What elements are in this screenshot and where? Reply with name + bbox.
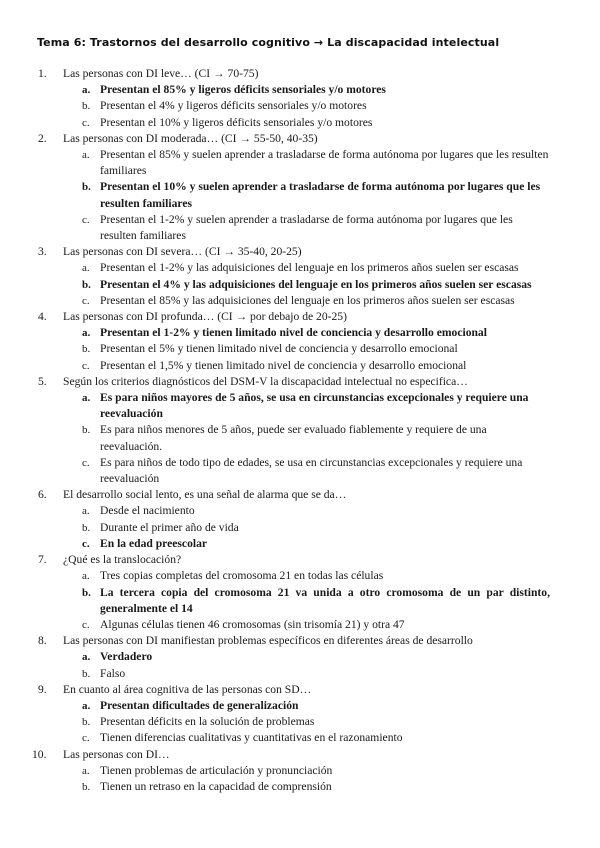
- option-text: Falso: [100, 666, 126, 680]
- answer-option: [0, 503, 600, 519]
- option-letter: a.: [82, 570, 90, 583]
- option-text: Tienen un retraso en la capacidad de comprensión: [100, 779, 332, 793]
- option-letter: a.: [82, 84, 91, 97]
- question-item: [0, 244, 600, 260]
- option-letter: c.: [82, 456, 90, 469]
- option-letter: c.: [82, 116, 90, 129]
- option-text: Verdadero: [100, 650, 153, 664]
- option-text: Algunas células tienen 46 cromosomas (sin trisomía 21) y otra 47: [100, 617, 405, 631]
- question-item: [0, 747, 600, 763]
- answer-option-correct: [0, 536, 600, 552]
- answer-option-correct: [0, 390, 600, 422]
- option-letter: b.: [82, 181, 91, 194]
- question-text: Las personas con DI moderada… (CI → 55-50, 40-35): [63, 131, 318, 145]
- answer-option: [0, 714, 600, 730]
- answer-option: [0, 779, 600, 795]
- option-letter: b.: [82, 343, 91, 356]
- answer-option-correct: [0, 649, 600, 665]
- answer-option: [0, 358, 600, 374]
- question-text: ¿Qué es la translocación?: [63, 553, 182, 567]
- option-text: Presentan el 10% y ligeros déficits sensoriales y/o motores: [100, 115, 373, 129]
- option-letter: c.: [82, 294, 90, 307]
- question-number: 4.: [38, 310, 47, 324]
- option-text: Presentan el 85% y suelen aprender a trasladarse de forma autónoma por lugares que les resulten familiares: [100, 148, 549, 178]
- option-letter: b.: [82, 278, 91, 291]
- option-letter: c.: [82, 732, 90, 745]
- answer-option-correct: [0, 325, 600, 341]
- option-text: Durante el primer año de vida: [100, 520, 239, 534]
- option-letter: a.: [82, 392, 91, 405]
- question-text: Las personas con DI profunda… (CI → por debajo de 20-25): [63, 310, 347, 324]
- option-text: Presentan el 4% y ligeros déficits sensoriales y/o motores: [100, 99, 367, 113]
- question-text: Según los criterios diagnósticos del DSM-V la discapacidad intelectual no especifica…: [63, 374, 468, 388]
- answer-option: [0, 730, 600, 746]
- question-number: 5.: [38, 374, 47, 388]
- answer-option: [0, 293, 600, 309]
- answer-option: [0, 212, 600, 244]
- answer-option: [0, 520, 600, 536]
- answer-option: [0, 147, 600, 179]
- option-letter: a.: [82, 149, 90, 162]
- option-text: Es para niños menores de 5 años, puede ser evaluado fiablemente y requiere de una reevaluación.: [100, 423, 487, 453]
- answer-option: [0, 763, 600, 779]
- question-text: El desarrollo social lento, es una señal de alarma que se da…: [63, 488, 347, 502]
- question-number: 1.: [38, 67, 47, 80]
- option-text: Desde el nacimiento: [100, 504, 195, 518]
- option-text: Presentan el 85% y las adquisiciones del lenguaje en los primeros años suelen ser escasas: [100, 293, 515, 307]
- option-text: Es para niños mayores de 5 años, se usa en circunstancias excepcionales y requiere una reevaluación: [100, 391, 529, 421]
- option-text: Tienen problemas de articulación y pronunciación: [100, 763, 333, 777]
- question-item: [0, 487, 600, 503]
- answer-option-correct: [0, 585, 600, 617]
- answer-option: [0, 98, 600, 114]
- option-text: La tercera copia del cromosoma 21 va unida a otro cromosoma de un par distinto, generalmente el 14: [100, 585, 550, 615]
- option-text: Es para niños de todo tipo de edades, se usa en circunstancias excepcionales y requiere una reevaluación: [100, 455, 523, 486]
- option-text: Presentan el 5% y tienen limitado nivel de conciencia y desarrollo emocional: [100, 342, 458, 356]
- answer-option: [0, 568, 600, 584]
- question-item: [0, 131, 600, 147]
- question-number: 6.: [38, 488, 47, 502]
- question-number: 9.: [38, 682, 47, 696]
- option-text: Presentan el 1-2% y suelen aprender a trasladarse de forma autónoma por lugares que les resulten familiares: [100, 212, 513, 243]
- answer-option-correct: [0, 82, 600, 98]
- answer-option: [0, 422, 600, 454]
- question-text: Las personas con DI manifiestan problemas específicos en diferentes áreas de desarrollo: [63, 634, 473, 648]
- document-title: Tema 6: Trastornos del desarrollo cognitivo → La discapacidad intelectual: [37, 36, 500, 49]
- option-letter: b.: [82, 586, 91, 599]
- option-text: Presentan el 1-2% y tienen limitado nivel de conciencia y desarrollo emocional: [100, 326, 487, 340]
- answer-option: [0, 341, 600, 357]
- question-item: [0, 66, 600, 82]
- question-number: 8.: [38, 634, 47, 648]
- question-list: [0, 66, 600, 795]
- question-item: [0, 309, 600, 325]
- option-text: Presentan déficits en la solución de problemas: [100, 715, 315, 729]
- option-letter: c.: [82, 359, 90, 372]
- option-letter: c.: [82, 537, 90, 550]
- option-text: En la edad preescolar: [100, 536, 208, 550]
- option-letter: c.: [82, 618, 90, 631]
- answer-option: [0, 617, 600, 633]
- option-text: Presentan dificultades de generalización: [100, 698, 299, 712]
- question-number: 7.: [38, 553, 47, 567]
- question-number: 3.: [38, 245, 47, 259]
- option-letter: b.: [82, 716, 91, 729]
- question-text: Las personas con DI severa… (CI → 35-40, 20-25): [63, 245, 302, 259]
- option-text: Presentan el 1,5% y tienen limitado nivel de conciencia y desarrollo emocional: [100, 358, 467, 372]
- question-number: 10.: [32, 747, 47, 761]
- option-letter: a.: [82, 699, 91, 712]
- question-text: En cuanto al área cognitiva de las personas con SD…: [63, 682, 312, 696]
- option-letter: a.: [82, 764, 90, 777]
- option-letter: c.: [82, 213, 90, 226]
- question-text: Las personas con DI leve… (CI → 70-75): [63, 67, 259, 80]
- option-letter: b.: [82, 100, 91, 113]
- answer-option-correct: [0, 277, 600, 293]
- answer-option: [0, 260, 600, 276]
- option-letter: b.: [82, 780, 91, 793]
- option-letter: b.: [82, 424, 91, 437]
- option-text: Presentan el 1-2% y las adquisiciones del lenguaje en los primeros años suelen ser escasas: [100, 261, 519, 275]
- answer-option: [0, 455, 600, 487]
- question-number: 2.: [38, 131, 47, 145]
- option-text: Tres copias completas del cromosoma 21 en todas las células: [100, 569, 384, 583]
- option-text: Presentan el 85% y ligeros déficits sensoriales y/o motores: [100, 83, 386, 97]
- answer-option-correct: [0, 179, 600, 211]
- option-text: Presentan el 4% y las adquisiciones del lenguaje en los primeros años suelen ser escasas: [100, 277, 532, 291]
- option-text: Presentan el 10% y suelen aprender a trasladarse de forma autónoma por lugares que les resulten familiares: [100, 180, 541, 210]
- question-item: [0, 682, 600, 698]
- question-item: [0, 374, 600, 390]
- option-text: Tienen diferencias cualitativas y cuantitativas en el razonamiento: [100, 731, 403, 745]
- question-text: Las personas con DI…: [63, 747, 170, 761]
- question-item: [0, 552, 600, 568]
- option-letter: a.: [82, 651, 91, 664]
- option-letter: b.: [82, 667, 91, 680]
- option-letter: a.: [82, 262, 90, 275]
- option-letter: a.: [82, 327, 91, 340]
- answer-option: [0, 666, 600, 682]
- question-item: [0, 633, 600, 649]
- answer-option-correct: [0, 698, 600, 714]
- option-letter: b.: [82, 521, 91, 534]
- option-letter: a.: [82, 505, 90, 518]
- answer-option: [0, 115, 600, 131]
